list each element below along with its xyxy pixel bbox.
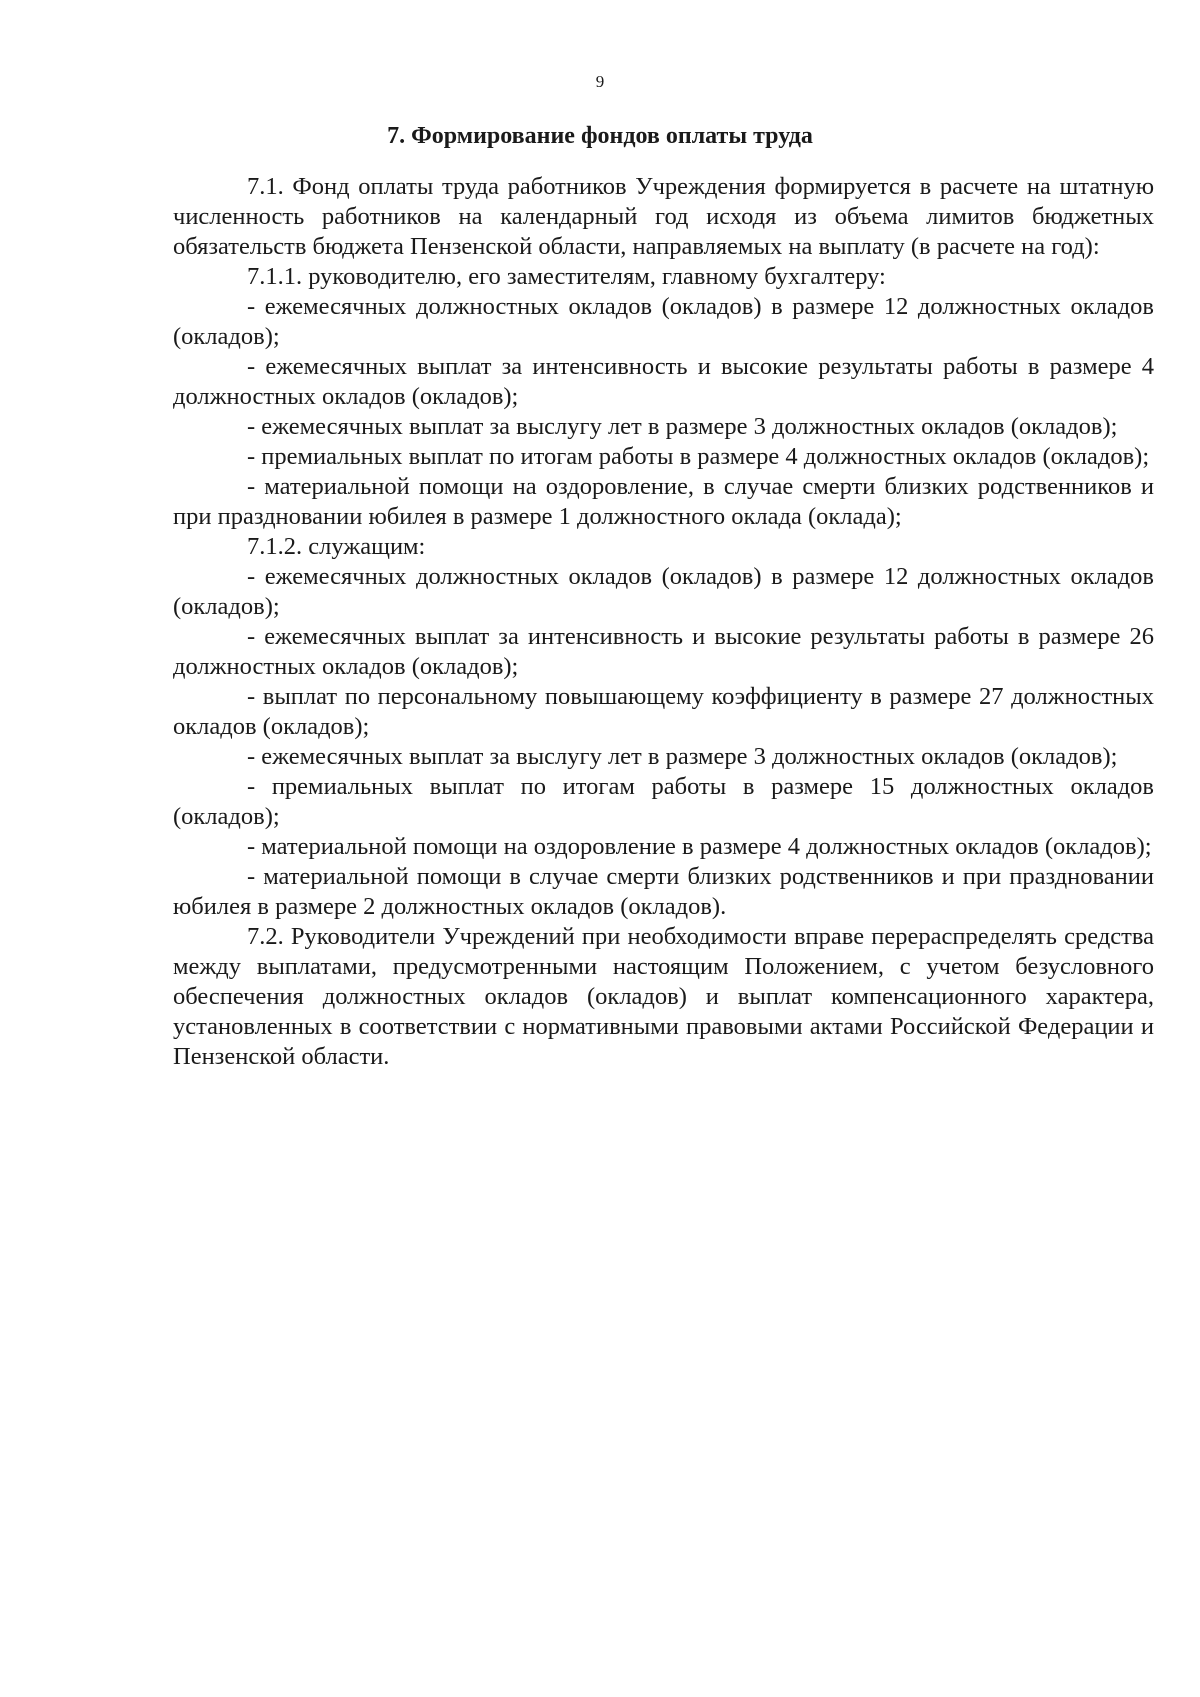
list-item-bonus-staff: - премиальных выплат по итогам работы в размере 15 должностных окладов (окладов); <box>173 773 1154 830</box>
paragraph-7-1: 7.1. Фонд оплаты труда работников Учреждения формируется в расчете на штатную численность работников на календарный год исходя из объема лимитов бюджетных обязательств бюджета Пензенской области, направляемых на выплату (в расчете на год): <box>173 173 1154 260</box>
list-item-seniority-staff: - ежемесячных выплат за выслугу лет в размере 3 должностных окладов (окладов); <box>247 743 1118 770</box>
list-item-intensity-staff: - ежемесячных выплат за интенсивность и высокие результаты работы в размере 26 должностных окладов (окладов); <box>173 623 1154 680</box>
page-number: 9 <box>595 72 605 91</box>
paragraph-7-1-2: 7.1.2. служащим: <box>247 533 426 560</box>
document-body <box>173 172 1154 1072</box>
list-item-bonus-head: - премиальных выплат по итогам работы в размере 4 должностных окладов (окладов); <box>247 443 1150 470</box>
list-item-coefficient-staff: - выплат по персональному повышающему коэффициенту в размере 27 должностных окладов (окладов); <box>173 683 1154 740</box>
paragraph-7-2: 7.2. Руководители Учреждений при необходимости вправе перераспределять средства между выплатами, предусмотренными настоящим Положением, с учетом безусловного обеспечения должностных окладов (окладов) и выплат компенсационного характера, установленных в соответствии с нормативными правовыми актами Российской Федерации и Пензенской области. <box>173 923 1154 1070</box>
list-item-salaries-head: - ежемесячных должностных окладов (окладов) в размере 12 должностных окладов (окладов); <box>173 293 1154 350</box>
list-item-other-aid-staff: - материальной помощи в случае смерти близких родственников и при праздновании юбилея в размере 2 должностных окладов (окладов). <box>173 863 1154 920</box>
list-item-salaries-staff: - ежемесячных должностных окладов (окладов) в размере 12 должностных окладов (окладов); <box>173 563 1154 620</box>
list-item-aid-head: - материальной помощи на оздоровление, в случае смерти близких родственников и при праздновании юбилея в размере 1 должностного оклада (оклада); <box>173 473 1154 530</box>
paragraph-7-1-1: 7.1.1. руководителю, его заместителям, главному бухгалтеру: <box>247 263 886 290</box>
list-item-intensity-head: - ежемесячных выплат за интенсивность и высокие результаты работы в размере 4 должностных окладов (окладов); <box>173 353 1154 410</box>
section-title: 7. Формирование фондов оплаты труда <box>387 123 813 149</box>
list-item-seniority-head: - ежемесячных выплат за выслугу лет в размере 3 должностных окладов (окладов); <box>247 413 1118 440</box>
list-item-health-aid-staff: - материальной помощи на оздоровление в размере 4 должностных окладов (окладов); <box>247 833 1152 860</box>
